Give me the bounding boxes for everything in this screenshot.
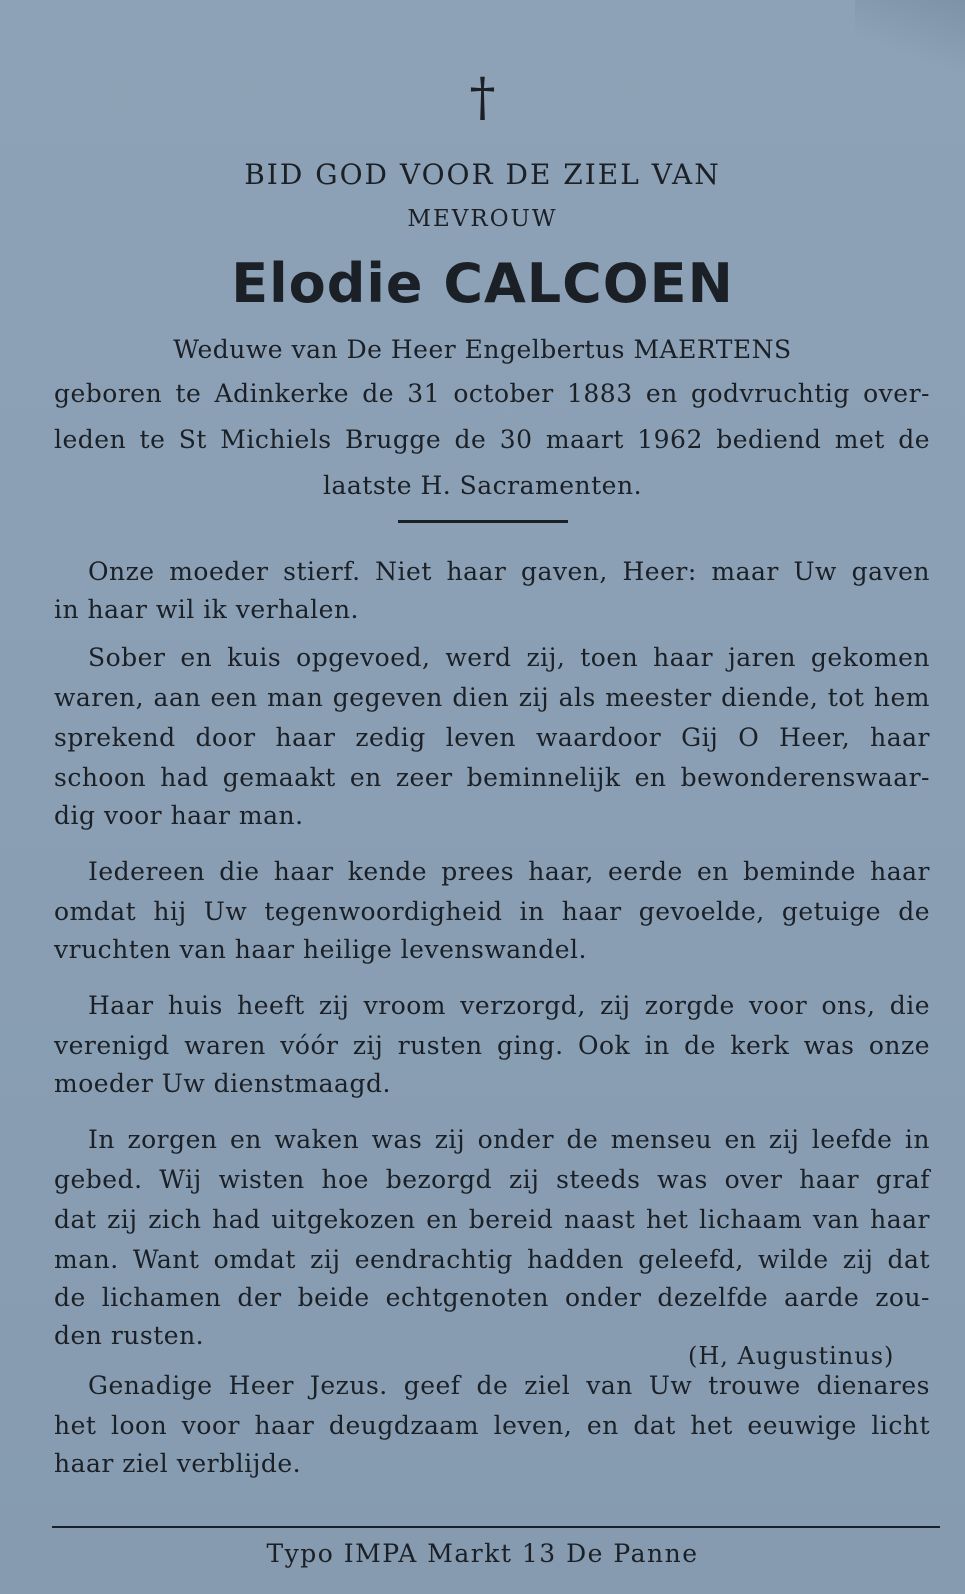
cross-icon: †	[469, 68, 496, 128]
paragraph-5-line: dat zij zich had uitgekozen en bereid naast het lichaam van haar	[54, 1205, 930, 1234]
paragraph-6-line: Genadige Heer Jezus. geef de ziel van Uw trouwe dienares	[88, 1371, 930, 1400]
paragraph-4-line: moeder Uw dienstmaagd.	[54, 1069, 391, 1098]
paragraph-4-line: verenigd waren vóór zij rusten ging. Ook in de kerk was onze	[54, 1031, 930, 1060]
paragraph-5-line: In zorgen en waken was zij onder de menseu en zij leefde in	[88, 1125, 930, 1154]
deceased-name: Elodie CALCOEN	[231, 252, 734, 315]
paragraph-1-line: in haar wil ik verhalen.	[54, 595, 359, 624]
paragraph-2-line: sprekend door haar zedig leven waardoor Gij O Heer, haar	[54, 723, 930, 752]
paragraph-5-line: de lichamen der beide echtgenoten onder dezelfde aarde zou-	[54, 1283, 930, 1312]
paragraph-5-line: gebed. Wij wisten hoe bezorgd zij steeds was over haar graf	[54, 1165, 930, 1194]
attribution: (H, Augustinus)	[688, 1342, 895, 1370]
paragraph-3-line: Iedereen die haar kende prees haar, eerde en beminde haar	[88, 857, 930, 886]
intro-line-1: Weduwe van De Heer Engelbertus MAERTENS	[173, 335, 792, 364]
footer-rule	[52, 1526, 940, 1528]
intro-line-4: laatste H. Sacramenten.	[322, 471, 643, 500]
title-mevrouw: MEVROUW	[407, 206, 558, 232]
paper-fold-shadow	[855, 0, 965, 70]
paragraph-2-line: Sober en kuis opgevoed, werd zij, toen haar jaren gekomen	[88, 643, 930, 672]
prayer-heading: BID GOD VOOR DE ZIEL VAN	[244, 158, 721, 191]
paragraph-6-line: het loon voor haar deugdzaam leven, en dat het eeuwige licht	[54, 1411, 930, 1440]
paragraph-3-line: omdat hij Uw tegenwoordigheid in haar gevoelde, getuige de	[54, 897, 930, 926]
paragraph-2-line: dig voor haar man.	[54, 801, 304, 830]
paragraph-3-line: vruchten van haar heilige levenswandel.	[54, 935, 587, 964]
paragraph-4-line: Haar huis heeft zij vroom verzorgd, zij zorgde voor ons, die	[88, 991, 930, 1020]
intro-line-3: leden te St Michiels Brugge de 30 maart 1962 bediend met de	[54, 425, 930, 454]
paragraph-5-line: man. Want omdat zij eendrachtig hadden geleefd, wilde zij dat	[54, 1245, 930, 1274]
intro-line-2: geboren te Adinkerke de 31 october 1883 en godvruchtig over-	[54, 379, 930, 408]
paragraph-5-line: den rusten.	[54, 1321, 205, 1350]
printer-credit: Typo IMPA Markt 13 De Panne	[266, 1539, 699, 1568]
paragraph-2-line: schoon had gemaakt en zeer beminnelijk en bewonderenswaar-	[54, 763, 930, 792]
paragraph-6-line: haar ziel verblijde.	[54, 1449, 302, 1478]
paragraph-1-line: Onze moeder stierf. Niet haar gaven, Heer: maar Uw gaven	[88, 557, 930, 586]
divider-rule	[398, 520, 568, 523]
paragraph-2-line: waren, aan een man gegeven dien zij als meester diende, tot hem	[54, 683, 930, 712]
